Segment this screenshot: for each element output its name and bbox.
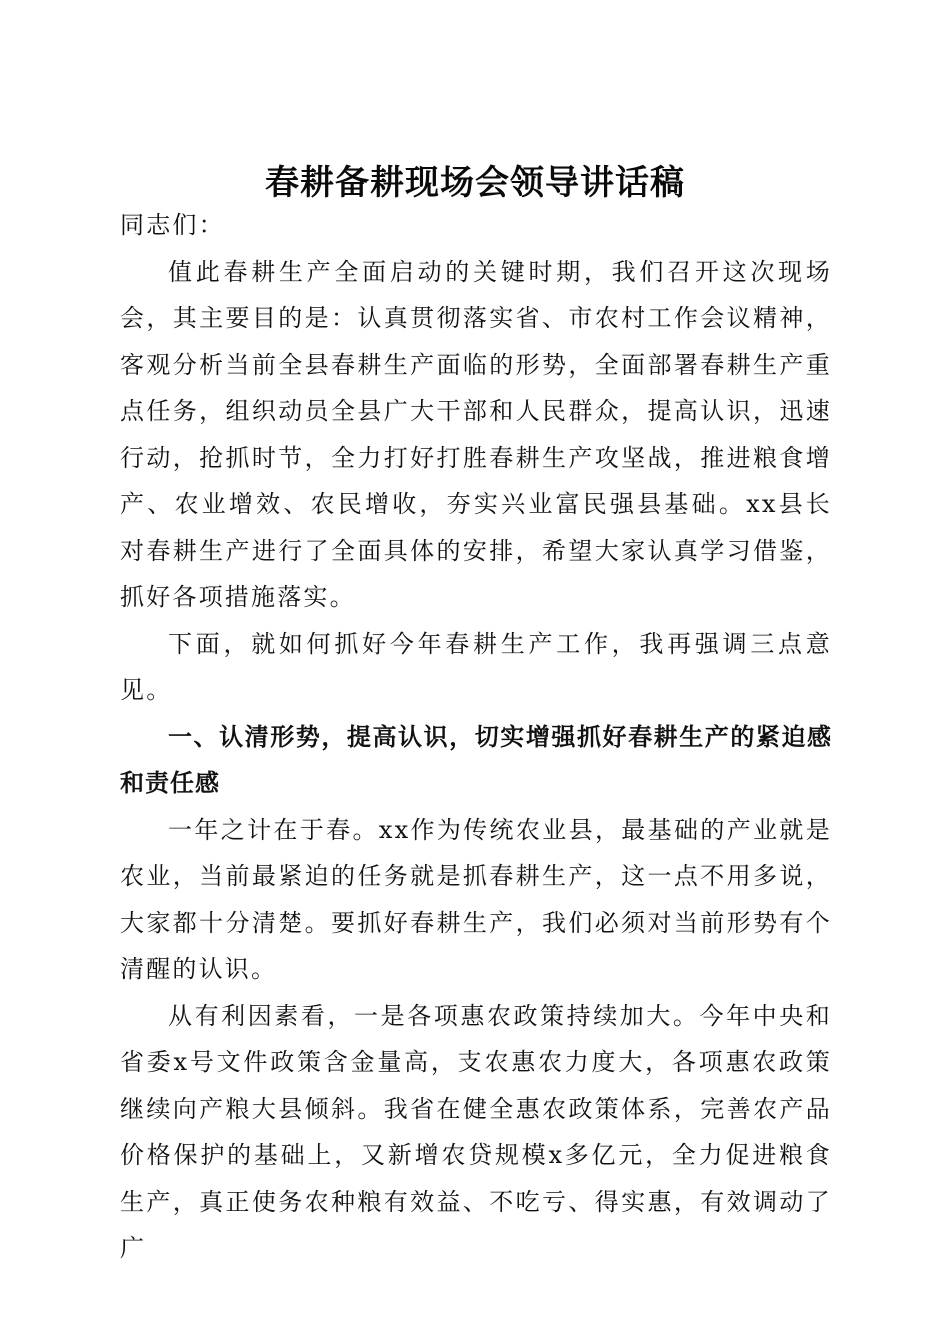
paragraph-transition: 下面，就如何抓好今年春耕生产工作，我再强调三点意见。: [120, 629, 832, 704]
paragraph-opening: 值此春耕生产全面启动的关键时期，我们召开这次现场会，其主要目的是：认真贯彻落实省、市农村工作会议精神，客观分析当前全县春耕生产面临的形势，全面部署春耕生产重点任务，组织动员全县广大干部和人民群众，提高认识，迅速行动，抢抓时节，全力打好打胜春耕生产攻坚战，推进粮食增产、农业增效、农民增收，夯实兴业富民强县基础。xx县长对春耕生产进行了全面具体的安排，希望大家认真学习借鉴，抓好各项措施落实。: [120, 257, 832, 611]
section-paragraph-1: 一年之计在于春。xx作为传统农业县，最基础的产业就是农业，当前最紧迫的任务就是抓春耕生产，这一点不用多说，大家都十分清楚。要抓好春耕生产，我们必须对当前形势有个清醒的认识。: [120, 815, 832, 983]
document-body: [120, 202, 832, 1272]
document-title: 春耕备耕现场会领导讲话稿: [265, 162, 685, 203]
salutation: 同志们：: [120, 211, 225, 239]
section-heading-1: 一、认清形势，提高认识，切实增强抓好春耕生产的紧迫感和责任感: [120, 722, 832, 797]
section-paragraph-2: 从有利因素看，一是各项惠农政策持续加大。今年中央和省委x号文件政策含金量高，支农惠农力度大，各项惠农政策继续向产粮大县倾斜。我省在健全惠农政策体系，完善农产品价格保护的基础上，又新增农贷规模x多亿元，全力促进粮食生产，真正使务农种粮有效益、不吃亏、得实惠，有效调动了广: [120, 1001, 832, 1262]
